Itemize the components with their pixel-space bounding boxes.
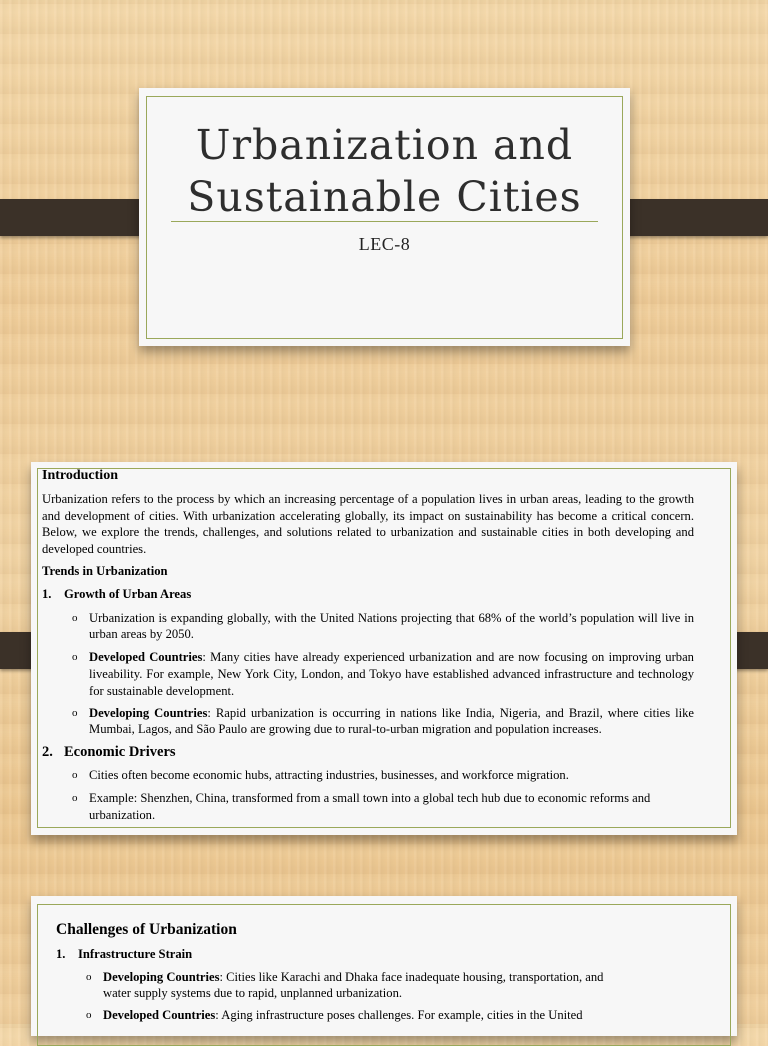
trend-item-1 xyxy=(42,586,694,603)
trend-item-1-label: Growth of Urban Areas xyxy=(64,586,192,601)
presentation-title xyxy=(147,119,622,223)
bullet-icon: o xyxy=(86,1009,92,1022)
bullet-text: Cities often become economic hubs, attracting industries, businesses, and workforce migration. xyxy=(89,767,569,782)
challenges-heading: Challenges of Urbanization xyxy=(56,921,237,938)
bullet-text: : Rapid urbanization is occurring in nations like India, Nigeria, and Brazil, where cities like Mumbai, Lagos, and São Paulo are growing due to rural-to-urban migration and population increases. xyxy=(89,705,694,737)
bullet-text: : Cities like Karachi and Dhaka face inadequate housing, transportation, and water supply systems due to rapid, unplanned urbanization. xyxy=(103,969,604,1001)
intro-paragraph: Urbanization refers to the process by which an increasing percentage of a population lives in urban areas, leading to the growth and development of cities. With urbanization accelerating globally, its impact on sustainability has become a critical concern. Below, we explore the trends, challenges, and solutions related to urbanization and sustainable cities in both developing and developed countries. xyxy=(42,491,694,557)
presentation-subtitle: LEC-8 xyxy=(358,234,411,254)
bullet-bold-label: Developing Countries xyxy=(89,705,208,720)
trends-heading: Trends in Urbanization xyxy=(42,563,168,578)
bullet-icon: o xyxy=(72,706,78,719)
bullet-icon: o xyxy=(72,611,78,624)
list-item xyxy=(72,610,694,644)
list-item xyxy=(72,767,694,784)
decor-band-left-1 xyxy=(0,199,156,236)
trend-item-1-number: 1. xyxy=(42,586,52,601)
title-line-1: Urbanization and xyxy=(195,121,574,169)
bullet-text: : Aging infrastructure poses challenges. For example, cities in the United xyxy=(215,1008,583,1023)
list-item xyxy=(72,790,694,824)
decor-band-right-1 xyxy=(612,199,768,236)
bullet-icon: o xyxy=(72,651,78,664)
bullet-icon: o xyxy=(72,768,78,781)
bullet-text: Example: Shenzhen, China, transformed from a small town into a global tech hub due to economic reforms and urbanization. xyxy=(89,790,651,822)
bullet-bold-label: Developing Countries xyxy=(103,969,220,984)
challenge-item-1 xyxy=(56,946,617,963)
bullet-icon: o xyxy=(72,791,78,804)
title-slide xyxy=(139,88,630,346)
list-item xyxy=(86,969,617,1003)
list-item xyxy=(72,705,694,739)
challenges-document xyxy=(56,922,617,1024)
title-divider xyxy=(171,221,598,222)
intro-document xyxy=(42,468,694,823)
intro-slide xyxy=(31,462,737,835)
intro-heading: Introduction xyxy=(42,468,118,483)
list-item xyxy=(86,1007,617,1024)
challenge-item-1-label: Infrastructure Strain xyxy=(78,946,193,961)
challenge-item-1-number: 1. xyxy=(56,946,66,961)
trend-item-2-label: Economic Drivers xyxy=(64,744,176,761)
bullet-text: : Many cities have already experienced urbanization and are now focusing on improving urban liveability. For example, New York City, London, and Tokyo have established advanced infrastructure and technology for sustainable development. xyxy=(89,650,694,698)
bullet-bold-label: Developed Countries xyxy=(89,650,203,665)
list-item xyxy=(72,649,694,699)
trend-item-2 xyxy=(42,744,694,761)
title-slide-frame xyxy=(146,96,623,339)
bullet-icon: o xyxy=(86,970,92,983)
challenges-slide xyxy=(31,896,737,1036)
title-line-2: Sustainable Cities xyxy=(187,173,582,221)
bullet-text: Urbanization is expanding globally, with the United Nations projecting that 68% of the world’s population will live in urban areas by 2050. xyxy=(89,610,694,642)
bullet-bold-label: Developed Countries xyxy=(103,1008,216,1023)
trend-item-2-number: 2. xyxy=(42,744,53,761)
